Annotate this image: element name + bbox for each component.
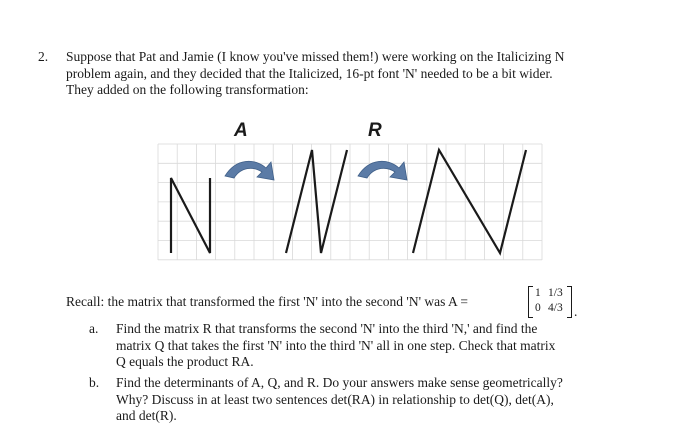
label-a: A: [234, 120, 248, 141]
part-line: and det(R).: [116, 408, 177, 423]
question-number: 2.: [38, 49, 49, 64]
matrix-cell: 1/3: [548, 287, 563, 299]
grid: [158, 144, 542, 260]
part-line: Why? Discuss in at least two sentences det(RA) in relationship to det(Q), det(A),: [116, 391, 554, 407]
intro-line: Suppose that Pat and Jamie (I know you've missed them!) were working on the Italicizing N: [66, 49, 565, 64]
arrow-a-icon: [225, 161, 274, 180]
matrix-left-bracket: [528, 286, 533, 318]
part-line: matrix Q that takes the first 'N' into the third 'N' all in one step. Check that matrix: [116, 337, 556, 353]
part-line: Q equals the product RA.: [116, 354, 254, 369]
matrix-right-bracket: [567, 286, 572, 318]
intro-line: problem again, and they decided that the Italicized, 16-pt font 'N' needed to be a bit wider.: [66, 65, 553, 81]
label-r: R: [368, 120, 382, 141]
matrix-period: .: [574, 304, 578, 319]
arrow-r-icon: [358, 161, 407, 180]
part-line: Find the matrix R that transforms the second 'N' into the third 'N,' and find the: [116, 321, 538, 336]
matrix-cell: 1: [535, 287, 541, 299]
part-letter: b.: [89, 375, 100, 390]
matrix-a: [528, 286, 572, 318]
matrix-cell: 4/3: [548, 302, 563, 314]
recall-text: Recall: the matrix that transformed the first 'N' into the second 'N' was A =: [66, 294, 469, 309]
part-line: Find the determinants of A, Q, and R. Do your answers make sense geometrically?: [116, 375, 563, 390]
matrix-cell: 0: [535, 302, 541, 314]
question-intro: [66, 49, 666, 99]
part-letter: a.: [89, 321, 99, 336]
intro-line: They added on the following transformation:: [66, 82, 309, 97]
